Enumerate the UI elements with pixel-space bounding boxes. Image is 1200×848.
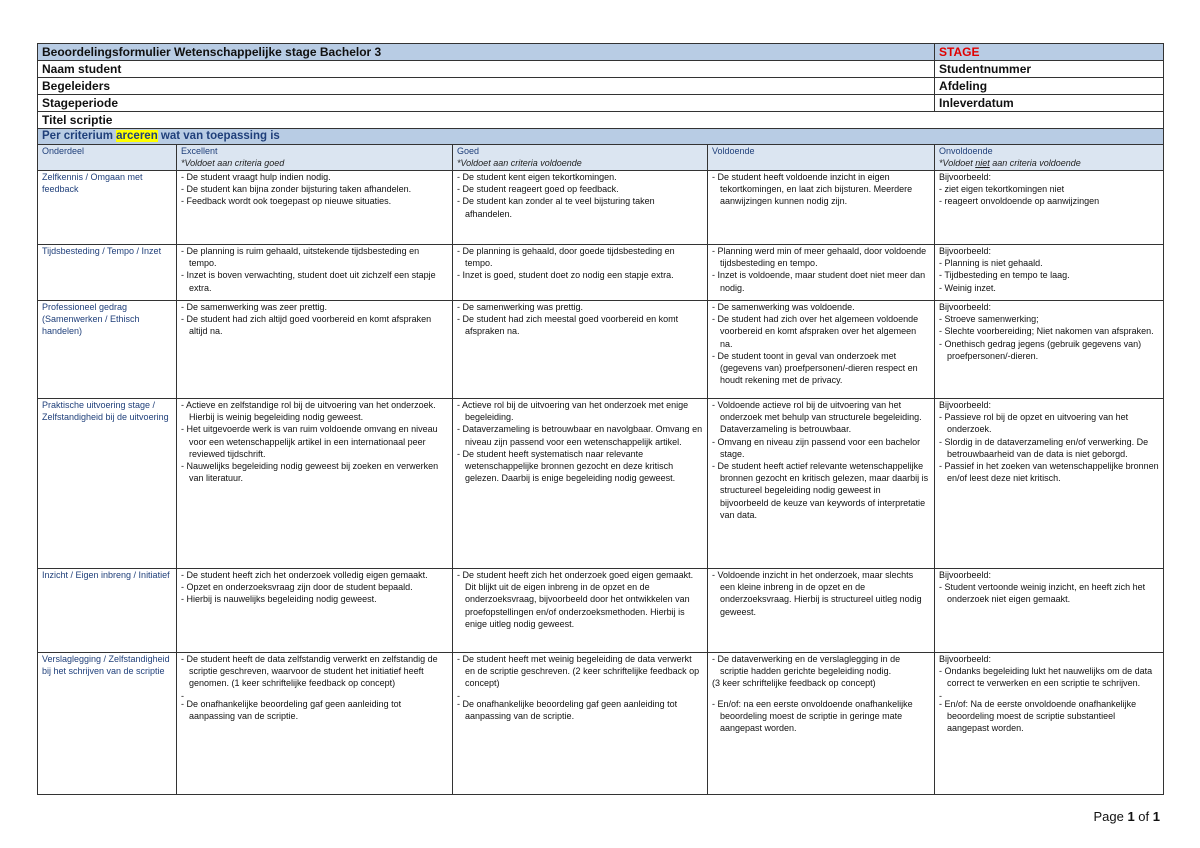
cell-onvoldoende[interactable]: Bijvoorbeeld: - Student vertoonde weinig inzicht, en heeft zich het onderzoek niet eigen gemaakt. [935,569,1164,653]
column-excellent-title: Excellent [181,146,218,156]
cell-voldoende[interactable]: - Planning werd min of meer gehaald, door voldoende tijdsbesteding en tempo. - Inzet is voldoende, maar student doet niet meer dan nodig. [708,245,935,301]
form-title: Beoordelingsformulier Wetenschappelijke stage Bachelor 3 [38,44,935,61]
column-onvoldoende-title: Onvoldoende [939,146,993,156]
criterion-label: Zelfkennis / Omgaan met feedback [38,171,177,245]
cell-voldoende[interactable]: - Voldoende actieve rol bij de uitvoering van het onderzoek met behulp van structurele begeleiding. Dataverzameling is betrouwbaar. - Omvang en niveau zijn passend voor een bachelor stage. - De student heeft actief relevante wetenschappelijke bronnen gezocht en kritisch gelezen, maar daarbij is structureel begeleiding nodig geweest in bijvoorbeeld de keuze van keywords of interpretatie van data. [708,399,935,569]
instruction-highlight: arceren [116,130,158,142]
cell-excellent[interactable]: - De student heeft de data zelfstandig verwerkt en zelfstandig de scriptie geschreven, waarvoor de student het initiatief heeft genomen. (1 keer schriftelijke feedback op concept) - - De onafhankelijke beoordeling gaf geen aanleiding tot aanpassing van de scriptie. [177,653,453,795]
cell-goed[interactable]: - De student heeft zich het onderzoek goed eigen gemaakt. Dit blijkt uit de eigen inbreng in de opzet en de onderzoeksvraag, bijvoorbeeld door het ontwikkelen van proefopstellingen en/of onderzoeksmethoden. Hierbij is enige uitleg nodig geweest. [453,569,708,653]
criterion-label: Professioneel gedrag (Samenwerken / Ethisch handelen) [38,301,177,399]
cell-goed[interactable]: - Actieve rol bij de uitvoering van het onderzoek met enige begeleiding. - Dataverzameling is betrouwbaar en navolgbaar. Omvang en niveau zijn passend voor een wetenschappelijk artikel. - De student heeft systematisch naar relevante wetenschappelijke bronnen gezocht en deze kritisch gelezen. Daarbij is enige begeleiding nodig geweest. [453,399,708,569]
naam-student-field[interactable]: Naam student [38,61,935,78]
cell-voldoende[interactable]: - De samenwerking was voldoende. - De student had zich over het algemeen voldoende voorbereid en komt afspraken over het algemeen na. - De student toont in geval van onderzoek met (gegevens van) proefpersonen/-dieren respect en houdt rekening met de privacy. [708,301,935,399]
criterion-row [38,399,1164,569]
cell-voldoende[interactable]: - De dataverwerking en de verslaglegging in de scriptie hadden gerichte begeleiding nodig. (3 keer schriftelijke feedback op concept) - En/of: na een eerste onvoldoende onafhankelijke beoordeling moest de scriptie in geringe mate aangepast worden. [708,653,935,795]
instruction-text: Per criterium [42,130,117,142]
cell-excellent[interactable]: - Actieve en zelfstandige rol bij de uitvoering van het onderzoek. Hierbij is weinig begeleiding nodig geweest. - Het uitgevoerde werk is van ruim voldoende omvang en niveau voor een wetenschappelijk artikel in een internationaal peer reviewed tijdschrift. - Nauwelijks begeleiding nodig geweest bij zoeken en verwerken van literatuur. [177,399,453,569]
page-number: Page 1 of 1 [1093,809,1160,824]
instruction-line [38,129,1164,145]
cell-goed[interactable]: - De student kent eigen tekortkomingen. - De student reageert goed op feedback. - De student kan zonder al te veel bijsturing taken afhandelen. [453,171,708,245]
cell-onvoldoende[interactable]: Bijvoorbeeld: - Stroeve samenwerking; - Slechte voorbereiding; Niet nakomen van afspraken. - Onethisch gedrag jegens (gebruik gegevens van) proefpersonen/-dieren. [935,301,1164,399]
cell-onvoldoende[interactable]: Bijvoorbeeld: - ziet eigen tekortkomingen niet - reageert onvoldoende op aanwijzingen [935,171,1164,245]
assessment-form-table [37,43,1164,795]
criterion-row [38,653,1164,795]
criterion-row [38,171,1164,245]
cell-voldoende[interactable]: - Voldoende inzicht in het onderzoek, maar slechts een kleine inbreng in de opzet en de onderzoeksvraag. Hierbij is structureel uitleg nodig geweest. [708,569,935,653]
criterion-label: Inzicht / Eigen inbreng / Initiatief [38,569,177,653]
column-excellent-sub: *Voldoet aan criteria goed [181,158,285,168]
column-voldoende: Voldoende [708,145,935,171]
cell-goed[interactable]: - De planning is gehaald, door goede tijdsbesteding en tempo. - Inzet is goed, student doet zo nodig een stapje extra. [453,245,708,301]
begeleiders-field[interactable]: Begeleiders [38,78,935,95]
criterion-row [38,245,1164,301]
cell-goed[interactable]: - De samenwerking was prettig. - De student had zich meestal goed voorbereid en komt afspraken na. [453,301,708,399]
criterion-row [38,569,1164,653]
stageperiode-field[interactable]: Stageperiode [38,95,935,112]
titel-scriptie-field[interactable]: Titel scriptie [38,112,1164,129]
criterion-label: Praktische uitvoering stage / Zelfstandigheid bij de uitvoering [38,399,177,569]
afdeling-field[interactable]: Afdeling [935,78,1164,95]
cell-excellent[interactable]: - De samenwerking was zeer prettig. - De student had zich altijd goed voorbereid en komt afspraken altijd na. [177,301,453,399]
criterion-label: Tijdsbesteding / Tempo / Inzet [38,245,177,301]
stage-label: STAGE [935,44,1164,61]
column-onvoldoende [935,145,1164,171]
instruction-text-end: wat van toepassing is [157,130,280,142]
column-onvoldoende-sub: *Voldoet niet aan criteria voldoende [939,158,1081,168]
cell-goed[interactable]: - De student heeft met weinig begeleiding de data verwerkt en de scriptie geschreven. (2 keer schriftelijke feedback op concept) - - De onafhankelijke beoordeling gaf geen aanleiding tot aanpassing van de scriptie. [453,653,708,795]
column-goed-sub: *Voldoet aan criteria voldoende [457,158,582,168]
cell-onvoldoende[interactable]: Bijvoorbeeld: - Ondanks begeleiding lukt het nauwelijks om de data correct te verwerken en een scriptie te schrijven. - - En/of: Na de eerste onvoldoende onafhankelijke beoordeling moest de scriptie substantieel aangepast worden. [935,653,1164,795]
column-onderdeel: Onderdeel [38,145,177,171]
cell-voldoende[interactable]: - De student heeft voldoende inzicht in eigen tekortkomingen, en laat zich bijsturen. Meerdere aanwijzingen kunnen nodig zijn. [708,171,935,245]
cell-excellent[interactable]: - De student vraagt hulp indien nodig. - De student kan bijna zonder bijsturing taken afhandelen. - Feedback wordt ook toegepast op nieuwe situaties. [177,171,453,245]
cell-excellent[interactable]: - De planning is ruim gehaald, uitstekende tijdsbesteding en tempo. - Inzet is boven verwachting, student doet uit zichzelf een stapje extra. [177,245,453,301]
column-goed-title: Goed [457,146,480,156]
cell-onvoldoende[interactable]: Bijvoorbeeld: - Planning is niet gehaald. - Tijdbesteding en tempo te laag. - Weinig inzet. [935,245,1164,301]
cell-excellent[interactable]: - De student heeft zich het onderzoek volledig eigen gemaakt. - Opzet en onderzoeksvraag zijn door de student bepaald. - Hierbij is nauwelijks begeleiding nodig geweest. [177,569,453,653]
studentnummer-field[interactable]: Studentnummer [935,61,1164,78]
cell-onvoldoende[interactable]: Bijvoorbeeld: - Passieve rol bij de opzet en uitvoering van het onderzoek. - Slordig in de dataverzameling en/of verwerking. De betrouwbaarheid van de data is niet geborgd. - Passief in het zoeken van wetenschappelijke bronnen en/of leest deze niet kritisch. [935,399,1164,569]
column-goed [453,145,708,171]
criterion-row [38,301,1164,399]
criterion-label: Verslaglegging / Zelfstandigheid bij het schrijven van de scriptie [38,653,177,795]
inleverdatum-field[interactable]: Inleverdatum [935,95,1164,112]
column-excellent [177,145,453,171]
